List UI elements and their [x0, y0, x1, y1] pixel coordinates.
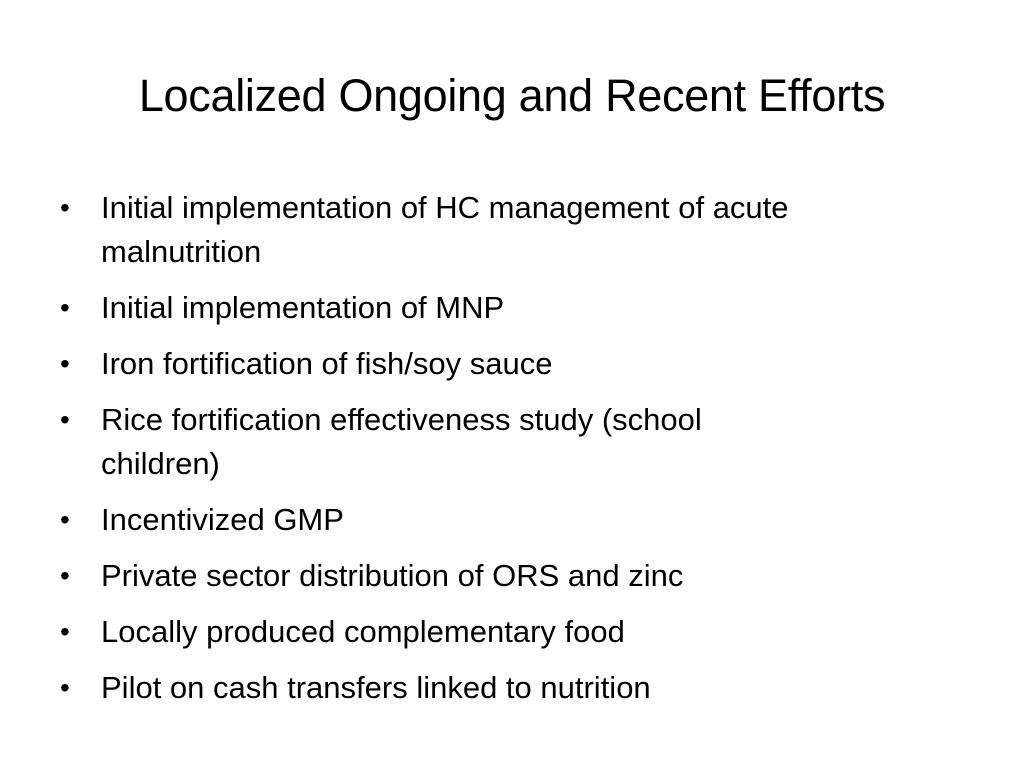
list-item	[58, 498, 858, 542]
bullet-icon: •	[60, 672, 70, 703]
list-item-text: Locally produced complementary food	[101, 614, 625, 649]
slide-title: Localized Ongoing and Recent Efforts	[138, 70, 886, 121]
list-item-text: Incentivized GMP	[101, 502, 344, 537]
bullet-icon: •	[60, 404, 70, 435]
list-item-text: Private sector distribution of ORS and zinc	[101, 558, 684, 593]
list-item	[58, 342, 858, 386]
list-item	[58, 666, 858, 710]
list-item	[58, 610, 858, 654]
list-item	[58, 398, 858, 486]
list-item	[58, 554, 858, 598]
list-item	[58, 186, 858, 274]
bullet-icon: •	[60, 504, 70, 535]
list-item	[58, 286, 858, 330]
list-item-text: Pilot on cash transfers linked to nutrition	[101, 670, 651, 705]
list-item-text: Iron fortification of fish/soy sauce	[101, 346, 553, 381]
bullet-icon: •	[60, 348, 70, 379]
bullet-icon: •	[60, 192, 70, 223]
bullet-list	[58, 186, 858, 722]
list-item-text: Rice fortification effectiveness study (school children)	[101, 402, 702, 481]
bullet-icon: •	[60, 616, 70, 647]
list-item-text: Initial implementation of MNP	[101, 290, 505, 325]
list-item-text: Initial implementation of HC management of acute malnutrition	[101, 190, 789, 269]
bullet-icon: •	[60, 560, 70, 591]
bullet-icon: •	[60, 292, 70, 323]
